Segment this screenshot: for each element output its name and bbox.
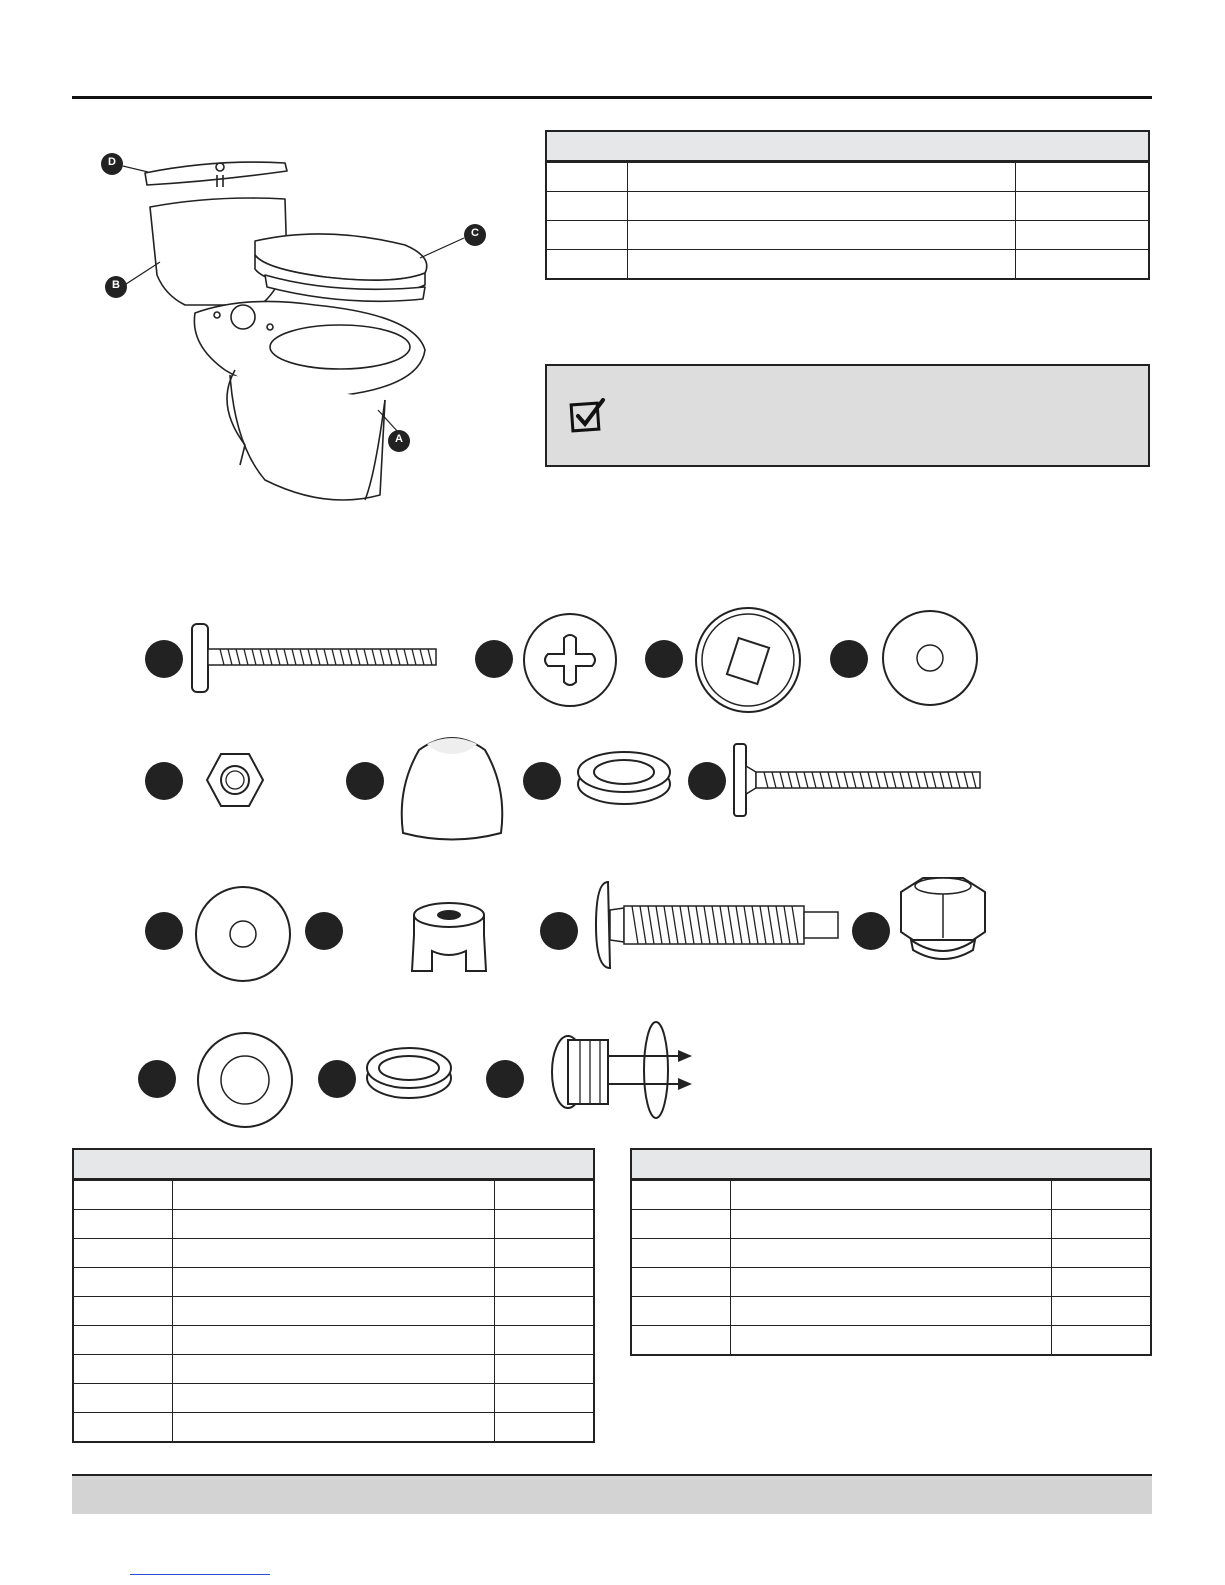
package-contents-table <box>545 130 1150 280</box>
hardware-callout <box>645 640 683 678</box>
footer-bar <box>72 1474 1152 1514</box>
hardware-callout <box>475 640 513 678</box>
cap-base-ring-illustration <box>574 748 674 808</box>
large-washer-illustration <box>193 884 293 984</box>
callout-b-label: B <box>112 279 120 291</box>
table-header <box>73 1149 594 1180</box>
hardware-callout <box>830 640 868 678</box>
floor-bolt-illustration <box>732 742 987 817</box>
hardware-callout <box>688 762 726 800</box>
checkbox-check-icon <box>569 396 609 436</box>
note-box <box>545 364 1150 467</box>
thick-washer-illustration <box>195 1030 295 1130</box>
cross-washer-illustration <box>520 610 620 710</box>
hardware-callout <box>540 912 578 950</box>
hardware-callout <box>145 640 183 678</box>
hardware-table-right <box>630 1148 1152 1356</box>
table-header <box>546 131 1149 162</box>
hardware-callout <box>523 762 561 800</box>
callout-d-label: D <box>108 156 116 168</box>
long-bolt-illustration <box>190 620 445 695</box>
callout-c-label: C <box>471 227 479 239</box>
hardware-callout <box>346 762 384 800</box>
tank-bolt-illustration <box>592 880 842 970</box>
hardware-callout <box>852 912 890 950</box>
callout-a-label: A <box>395 433 403 445</box>
table-header <box>631 1149 1151 1180</box>
rubber-gasket-illustration <box>364 1044 454 1104</box>
hardware-callout <box>318 1060 356 1098</box>
hardware-callout <box>145 762 183 800</box>
flush-button-assembly-illustration <box>546 1020 706 1125</box>
hex-nut-illustration <box>205 750 265 810</box>
square-hole-washer-illustration <box>692 604 804 716</box>
wing-spacer-illustration <box>406 895 492 985</box>
hardware-callout <box>138 1060 176 1098</box>
bottom-link-underline[interactable] <box>130 1574 270 1575</box>
hardware-callout <box>486 1060 524 1098</box>
hardware-callout <box>305 912 343 950</box>
wing-nut-illustration <box>893 872 993 967</box>
bolt-cap-illustration <box>397 728 507 848</box>
flat-washer-illustration <box>880 608 980 708</box>
hardware-table-left <box>72 1148 595 1443</box>
hardware-callout <box>145 912 183 950</box>
